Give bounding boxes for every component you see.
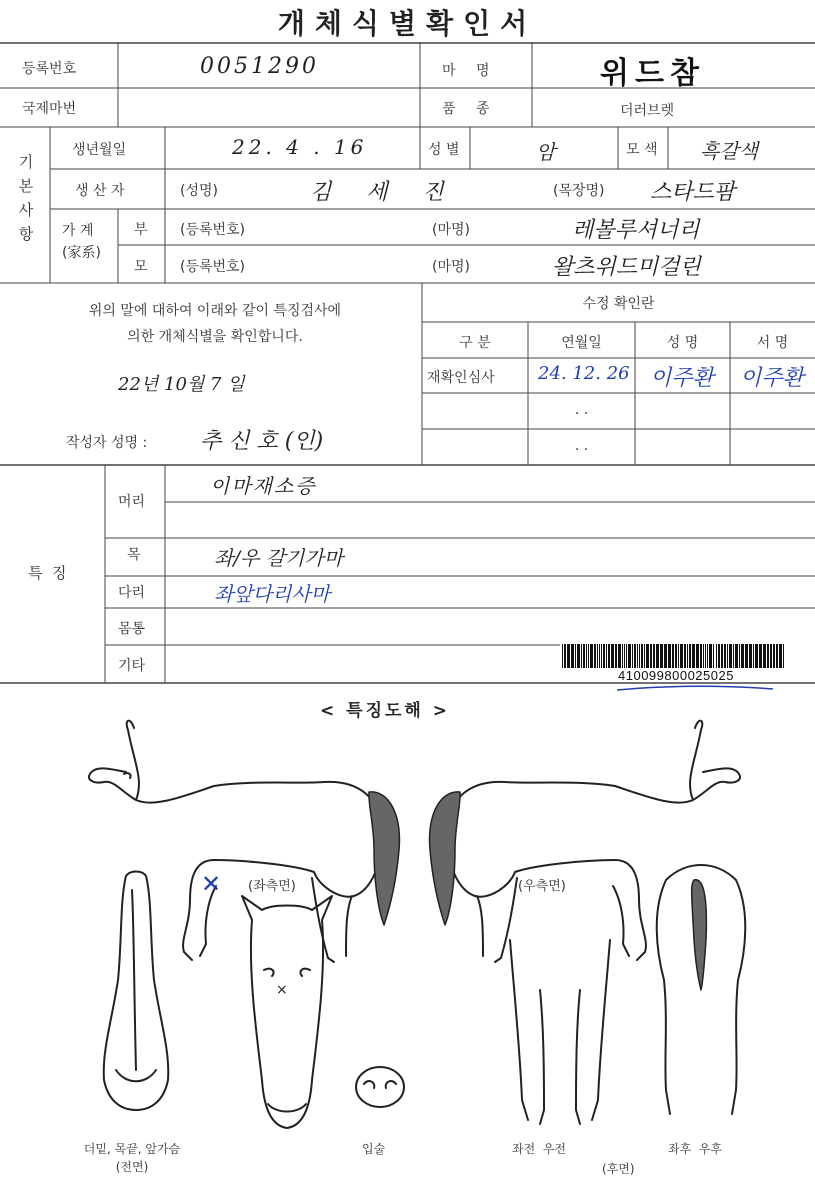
barcode-underline [615, 684, 775, 694]
barcode-bar [753, 644, 754, 668]
breed-value: 더러브렛 [620, 103, 675, 119]
barcode-bar [567, 644, 570, 668]
barcode-bar [626, 644, 627, 668]
barcode-bar [707, 644, 708, 668]
revision-row-date: 24. 12. 26 [538, 363, 630, 384]
barcode [562, 644, 787, 668]
barcode-bar [628, 644, 631, 668]
barcode-bar [646, 644, 649, 668]
barcode-bar [705, 644, 706, 668]
confirm-date: 22년 10월 7 일 [118, 374, 245, 395]
left-side-label: (좌측면) [248, 879, 296, 894]
svg-text:×: × [276, 982, 288, 998]
barcode-bar [713, 644, 714, 668]
reg-no-label: 등록번호 [22, 61, 77, 77]
basic-section-label: 기 본 사 항 [18, 153, 34, 243]
barcode-bar [703, 644, 704, 668]
barcode-bar [721, 644, 723, 668]
dam-name-label: (마명) [432, 259, 470, 275]
barcode-bar [763, 644, 766, 668]
diagram-heading: < 특징도해 > [320, 701, 451, 721]
sex-label: 성 별 [428, 142, 460, 158]
dam-reg-no-label: (등록번호) [180, 259, 246, 275]
barcode-bar [716, 644, 717, 668]
breeder-name-value: 김 세 진 [310, 180, 458, 205]
barcode-bar [739, 644, 740, 668]
revision-empty-date-1: . . [574, 402, 589, 418]
barcode-bar [603, 644, 605, 668]
revision-col-date: 연월일 [561, 335, 602, 351]
barcode-bar [680, 644, 683, 668]
revision-row-sign: 이주환 [740, 366, 804, 391]
barcode-bar [709, 644, 712, 668]
sire-name-value: 레볼루셔너리 [572, 218, 700, 243]
revision-row-name: 이주환 [650, 366, 714, 391]
barcode-bar [675, 644, 677, 668]
dam-name-value: 왈츠위드미걸린 [552, 255, 701, 280]
front-view-label: 더밑, 목끝, 앞가슴 (전면) [83, 1142, 181, 1174]
birth-value: 22. 4 . 16 [232, 135, 368, 159]
sex-value: 암 [536, 140, 556, 164]
revision-col-category: 구 분 [459, 335, 491, 351]
neck-value: 좌/우 갈기가마 [214, 546, 344, 570]
barcode-bar [692, 644, 695, 668]
barcode-bar [632, 644, 633, 668]
head-label: 머리 [118, 494, 146, 510]
barcode-bar [735, 644, 738, 668]
barcode-bar [733, 644, 734, 668]
leg-value: 좌앞다리사마 [214, 582, 330, 606]
barcode-bar [634, 644, 636, 668]
front-legs-drawing [500, 930, 620, 1130]
barcode-bar [664, 644, 667, 668]
revision-row-category: 재확인심사 [427, 370, 495, 386]
barcode-bar [577, 644, 580, 668]
barcode-bar [783, 644, 784, 668]
barcode-bar [672, 644, 674, 668]
barcode-bar [581, 644, 582, 668]
horse-name-label: 마 명 [442, 63, 498, 79]
ranch-value: 스타드팜 [650, 180, 736, 205]
revision-empty-date-2: . . [574, 438, 589, 454]
barcode-bar [770, 644, 772, 668]
barcode-bar [727, 644, 728, 668]
author-value: 추 신 호 (인) [200, 429, 324, 454]
barcode-bar [755, 644, 758, 668]
barcode-bar [700, 644, 702, 668]
neck-label: 목 [127, 547, 141, 563]
rear-view-drawing [646, 860, 756, 1130]
sire-name-label: (마명) [432, 222, 470, 238]
barcode-bar [779, 644, 782, 668]
barcode-bar [583, 644, 585, 668]
barcode-bar [767, 644, 769, 668]
breed-label: 품 종 [442, 101, 498, 117]
barcode-bar [653, 644, 655, 668]
barcode-bar [564, 644, 566, 668]
color-label: 모 색 [626, 142, 658, 158]
document-title: 개체식별확인서 [277, 7, 538, 40]
barcode-bar [687, 644, 688, 668]
barcode-bar [689, 644, 691, 668]
barcode-bar [644, 644, 645, 668]
barcode-bar [615, 644, 617, 668]
barcode-bar [776, 644, 778, 668]
barcode-bar [729, 644, 732, 668]
birth-label: 생년월일 [72, 142, 127, 158]
rear-legs-label: 좌후 우후 [668, 1142, 722, 1156]
barcode-bar [718, 644, 720, 668]
head-value: 이마재소증 [210, 474, 317, 498]
barcode-bar [599, 644, 600, 668]
barcode-bar [571, 644, 574, 668]
revision-col-sign: 서 명 [756, 335, 789, 351]
muzzle-drawing [350, 1062, 410, 1112]
barcode-bar [696, 644, 699, 668]
barcode-bar [618, 644, 621, 668]
sire-label: 부 [134, 222, 148, 238]
horse-name-value: 위드참 [600, 56, 705, 91]
body-label: 몸통 [118, 621, 146, 637]
other-label: 기타 [118, 658, 146, 674]
ranch-label: (목장명) [553, 183, 605, 199]
barcode-bar [575, 644, 576, 668]
author-label: 작성자 성명 : [66, 435, 148, 451]
rear-view-label: (후면) [602, 1162, 635, 1176]
barcode-bar [745, 644, 748, 668]
barcode-bar [639, 644, 640, 668]
breeder-label: 생 산 자 [75, 183, 125, 199]
barcode-bar [741, 644, 744, 668]
barcode-bar [660, 644, 663, 668]
barcode-bar [594, 644, 596, 668]
barcode-bar [678, 644, 679, 668]
barcode-bar [637, 644, 638, 668]
head-front-drawing [232, 890, 342, 1140]
barcode-bar [606, 644, 607, 668]
pedigree-label: 가 계 (家系) [62, 223, 101, 261]
barcode-bar [749, 644, 752, 668]
barcode-bar [624, 644, 625, 668]
barcode-bar [641, 644, 643, 668]
intl-no-label: 국제마번 [22, 101, 77, 117]
muzzle-label: 입술 [362, 1142, 386, 1156]
features-section-label: 특 징 [28, 564, 67, 582]
leg-mark-x: ✕ [201, 870, 222, 898]
barcode-bar [668, 644, 671, 668]
barcode-bar [608, 644, 610, 668]
barcode-bar [597, 644, 598, 668]
color-value: 흑갈색 [700, 139, 758, 163]
barcode-bar [611, 644, 614, 668]
barcode-bar [656, 644, 659, 668]
barcode-bar [773, 644, 775, 668]
front-legs-label: 좌전 우전 [512, 1142, 566, 1156]
front-view-drawing [96, 870, 176, 1120]
barcode-bar [586, 644, 587, 668]
barcode-bar [724, 644, 726, 668]
barcode-bar [562, 644, 563, 668]
revision-col-name: 성 명 [666, 335, 699, 351]
breeder-name-label: (성명) [180, 183, 218, 199]
sire-reg-no-label: (등록번호) [180, 222, 246, 238]
barcode-bar [650, 644, 652, 668]
confirm-statement: 위의 말에 대하여 이래와 같이 특징검사에 의한 개체식별을 확인합니다. [88, 303, 342, 345]
dam-label: 모 [134, 259, 148, 275]
right-side-label: (우측면) [518, 879, 566, 894]
barcode-number: 410099800025025 [618, 668, 734, 683]
leg-label: 다리 [118, 585, 146, 601]
barcode-bar [590, 644, 593, 668]
barcode-bar [622, 644, 623, 668]
barcode-bar [588, 644, 589, 668]
reg-no-value: 0051290 [200, 54, 319, 79]
barcode-bar [684, 644, 686, 668]
revision-heading: 수정 확인란 [582, 296, 655, 312]
barcode-bar [759, 644, 762, 668]
barcode-bar [601, 644, 602, 668]
